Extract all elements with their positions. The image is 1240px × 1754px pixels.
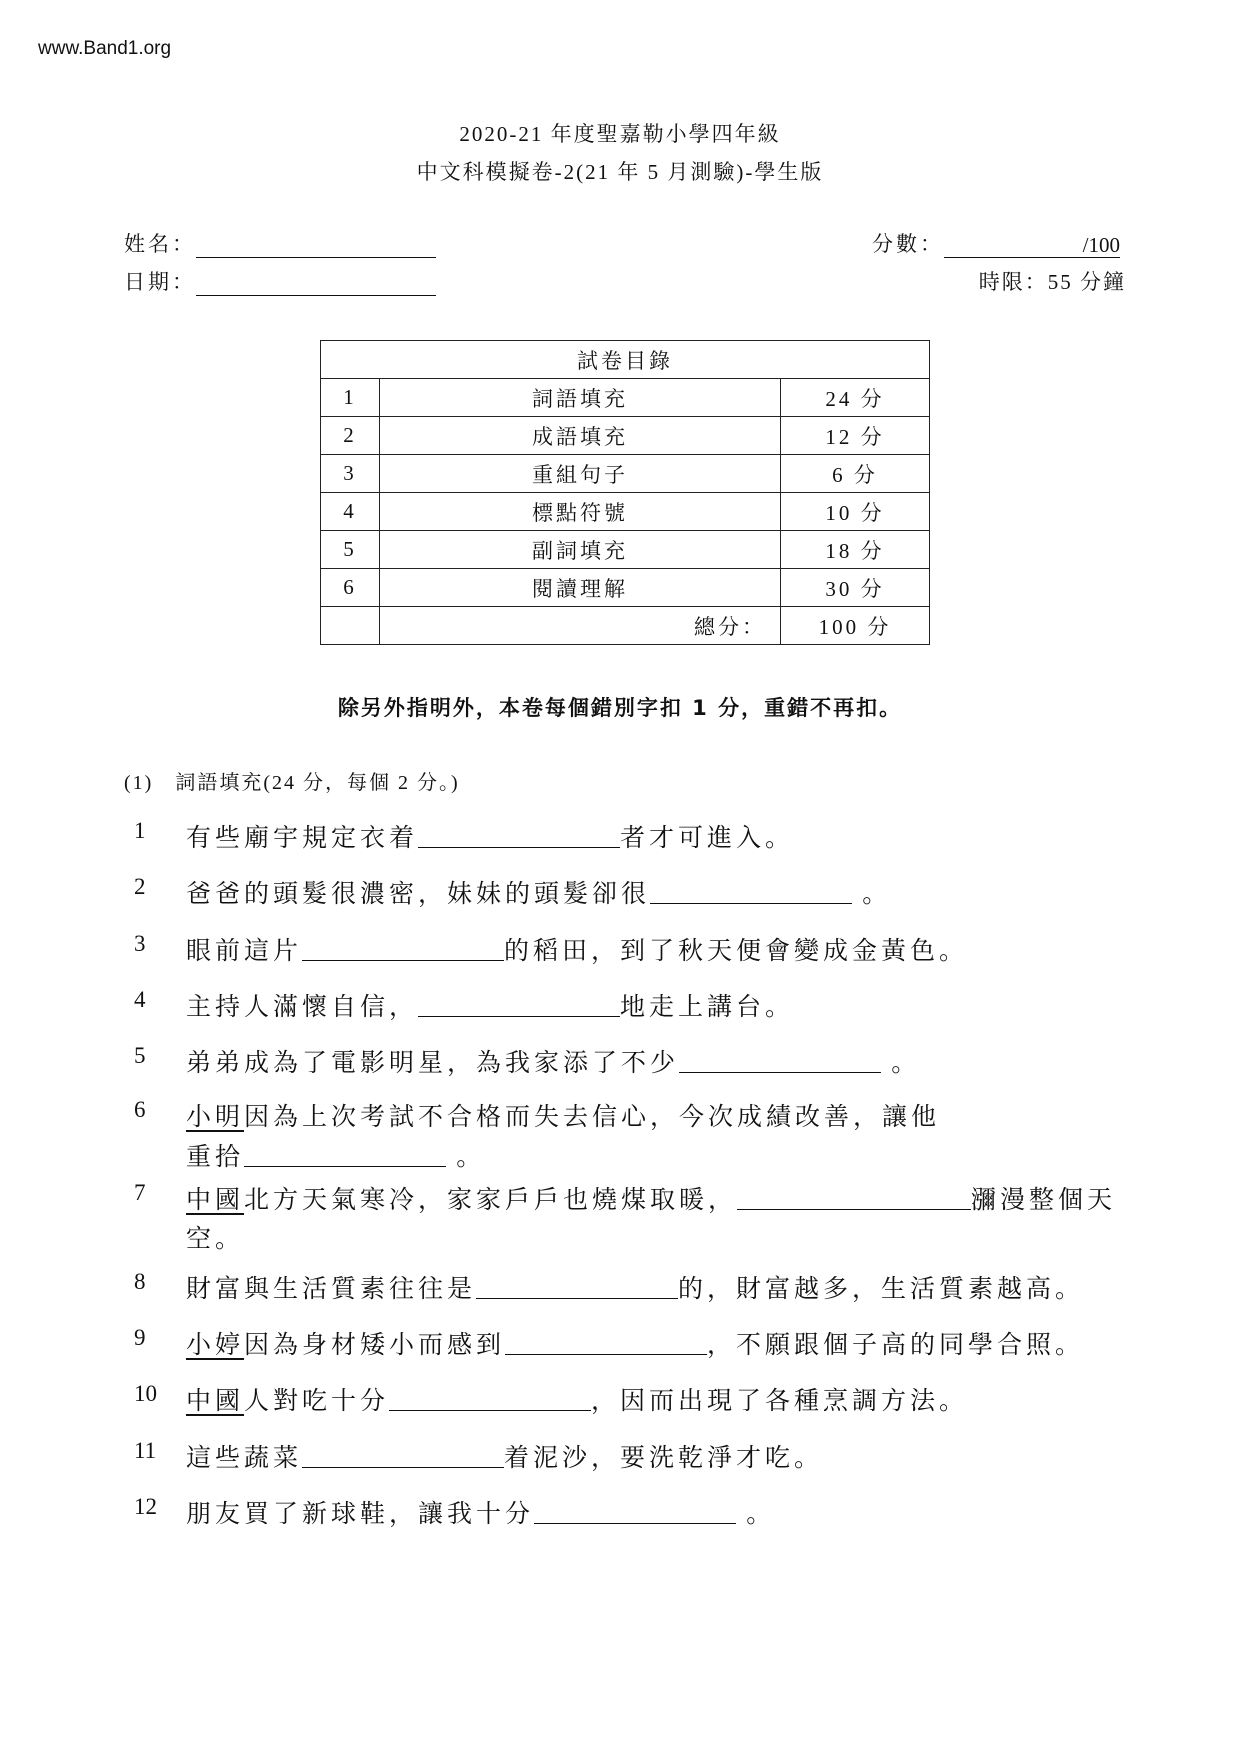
question-number: 12 (134, 1494, 157, 1519)
text-segment: ，因而出現了各種烹調方法。 (591, 1388, 969, 1415)
toc-no: 1 (321, 379, 380, 417)
proper-noun: 小婷 (186, 1332, 245, 1359)
toc-total-row (321, 607, 930, 645)
question-number: 2 (134, 874, 146, 899)
toc-total-marks: 100 分 (781, 607, 930, 645)
text-segment: 爸爸的頭髮很濃密，妹妹的頭髮卻很 (186, 881, 651, 908)
answer-blank[interactable] (302, 1441, 504, 1468)
date-label: 日期： (124, 270, 196, 294)
toc-marks: 30 分 (781, 569, 930, 607)
text-segment: ，不願跟個子高的同學合照。 (707, 1332, 1085, 1359)
time-limit: 時限：55 分鐘 (978, 270, 1126, 294)
answer-blank[interactable] (302, 934, 504, 961)
toc-marks: 18 分 (781, 531, 930, 569)
answer-blank[interactable] (418, 821, 620, 848)
text-segment: 。 (881, 1050, 921, 1077)
text-segment: 的稻田，到了秋天便會變成金黃色。 (504, 938, 969, 965)
text-segment: 北方天氣寒冷，家家戶戶也燒煤取暖， (244, 1187, 738, 1214)
section-heading: (1) 詞語填充(24 分，每個 2 分。) (124, 772, 460, 794)
exam-subtitle: 中文科模擬卷-2(21 年 5 月測驗)-學生版 (416, 160, 824, 184)
text-segment: 。 (852, 881, 892, 908)
text-segment: 的，財富越多，生活質素越高。 (678, 1276, 1085, 1303)
toc-row (321, 417, 930, 455)
toc-section: 閱讀理解 (380, 569, 781, 607)
question-text (186, 1438, 823, 1474)
toc-marks: 6 分 (781, 455, 930, 493)
toc-row (321, 493, 930, 531)
question-number: 6 (134, 1097, 146, 1122)
text-segment: 財富與生活質素往往是 (186, 1276, 477, 1303)
text-segment: 這些蔬菜 (186, 1445, 303, 1472)
text-segment: 眼前這片 (186, 938, 303, 965)
text-segment: 。 (736, 1501, 776, 1528)
text-segment: 瀰漫整個天 (971, 1187, 1117, 1214)
toc-row (321, 531, 930, 569)
toc-no: 5 (321, 531, 380, 569)
question-text (186, 1219, 244, 1255)
question-text (186, 818, 794, 854)
score-field[interactable] (872, 228, 1120, 258)
text-segment: 因為身材矮小而感到 (244, 1332, 506, 1359)
question-number: 7 (134, 1180, 146, 1205)
name-label: 姓名： (124, 232, 196, 256)
answer-blank[interactable] (418, 990, 620, 1017)
question-number: 4 (134, 987, 146, 1012)
toc-section: 成語填充 (380, 417, 781, 455)
toc-no: 3 (321, 455, 380, 493)
answer-blank[interactable] (244, 1140, 446, 1167)
toc-title: 試卷目錄 (321, 341, 930, 379)
answer-blank[interactable] (389, 1384, 591, 1411)
toc-empty (321, 607, 380, 645)
name-line[interactable] (196, 233, 436, 258)
score-label: 分數： (872, 232, 944, 256)
text-segment: 朋友買了新球鞋，讓我十分 (186, 1501, 535, 1528)
toc-marks: 24 分 (781, 379, 930, 417)
toc-row (321, 455, 930, 493)
toc-no: 4 (321, 493, 380, 531)
answer-blank[interactable] (679, 1046, 881, 1073)
question-text (186, 1043, 920, 1079)
toc-marks: 10 分 (781, 493, 930, 531)
score-total: /100 (1082, 233, 1120, 257)
proper-noun: 中國 (186, 1187, 245, 1214)
question-number: 11 (134, 1438, 157, 1463)
toc-no: 2 (321, 417, 380, 455)
toc-section: 標點符號 (380, 493, 781, 531)
text-segment: 因為上次考試不合格而失去信心，今次成績改善，讓他 (244, 1104, 941, 1131)
name-field[interactable] (124, 228, 436, 258)
toc-section: 重組句子 (380, 455, 781, 493)
question-text (186, 1494, 775, 1530)
question-text (186, 1269, 1084, 1305)
toc-section: 詞語填充 (380, 379, 781, 417)
answer-blank[interactable] (737, 1183, 971, 1210)
answer-blank[interactable] (534, 1497, 736, 1524)
question-number: 10 (134, 1381, 157, 1406)
question-text (186, 874, 891, 910)
answer-blank[interactable] (505, 1328, 707, 1355)
text-segment: 地走上講台。 (620, 994, 795, 1021)
text-segment: 人對吃十分 (244, 1388, 390, 1415)
notice: 除另外指明外，本卷每個錯別字扣 1 分，重錯不再扣。 (337, 696, 903, 720)
score-line[interactable] (944, 233, 1120, 258)
text-segment: 弟弟成為了電影明星，為我家添了不少 (186, 1050, 680, 1077)
toc-row (321, 569, 930, 607)
text-segment: 空。 (186, 1226, 245, 1253)
toc-no: 6 (321, 569, 380, 607)
question-text (186, 1137, 485, 1173)
text-segment: 有些廟宇規定衣着 (186, 825, 419, 852)
date-line[interactable] (196, 271, 436, 296)
answer-blank[interactable] (650, 877, 852, 904)
text-segment: 重拾 (186, 1144, 245, 1171)
text-segment: 主持人滿懷自信， (186, 994, 419, 1021)
toc-row (321, 379, 930, 417)
date-field[interactable] (124, 266, 436, 296)
text-segment: 。 (446, 1144, 486, 1171)
question-text (186, 931, 968, 967)
question-number: 3 (134, 931, 146, 956)
question-text (186, 1381, 968, 1417)
toc-marks: 12 分 (781, 417, 930, 455)
question-number: 1 (134, 818, 146, 843)
toc-table (320, 340, 930, 645)
toc-total-label: 總分： (380, 607, 781, 645)
exam-title: 2020-21 年度聖嘉勒小學四年級 (459, 122, 781, 146)
text-segment: 着泥沙，要洗乾淨才吃。 (504, 1445, 824, 1472)
question-text (186, 1097, 940, 1133)
proper-noun: 小明 (186, 1104, 245, 1131)
toc-section: 副詞填充 (380, 531, 781, 569)
question-text (186, 1180, 1116, 1216)
question-text (186, 1325, 1084, 1361)
question-number: 9 (134, 1325, 146, 1350)
question-number: 8 (134, 1269, 146, 1294)
text-segment: 者才可進入。 (620, 825, 795, 852)
answer-blank[interactable] (476, 1272, 678, 1299)
question-number: 5 (134, 1043, 146, 1068)
proper-noun: 中國 (186, 1388, 245, 1415)
question-text (186, 987, 794, 1023)
site-watermark: www.Band1.org (38, 38, 172, 59)
